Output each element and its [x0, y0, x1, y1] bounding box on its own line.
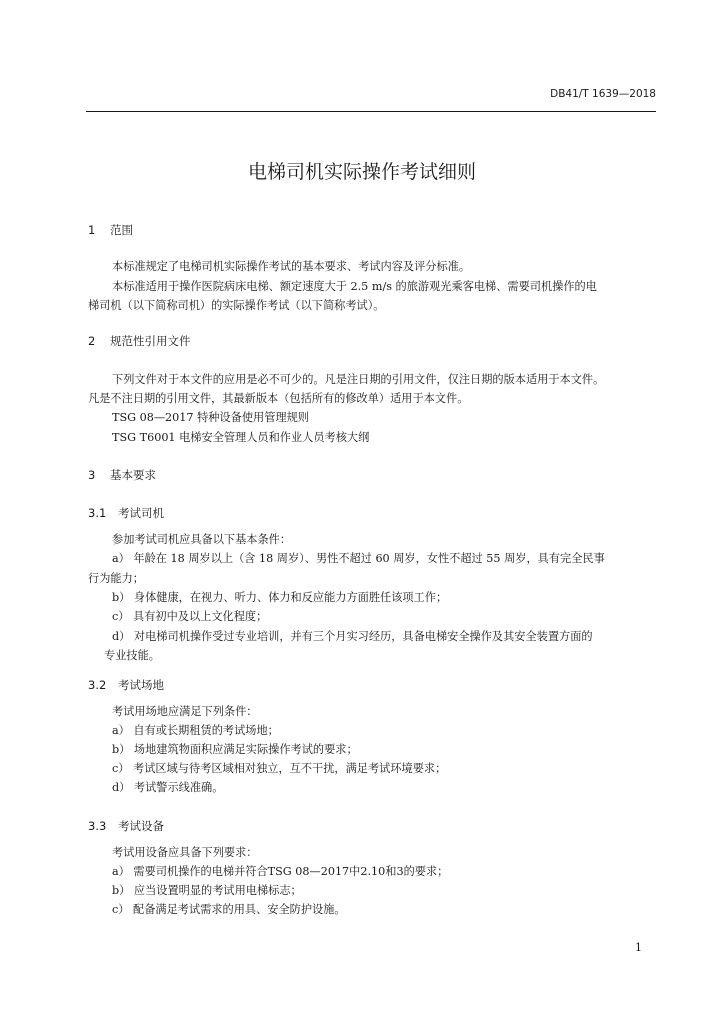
section-title: 规范性引用文件 [110, 334, 191, 348]
subsection-number: 3.3 [88, 819, 107, 833]
list-item: b） 场地建筑物面积应满足实际操作考试的要求； [112, 743, 358, 756]
list-item: b） 应当设置明显的考试用电梯标志； [112, 884, 302, 897]
paragraph: 考试用设备应具备下列要求： [112, 846, 258, 859]
paragraph-continued: 凡是不注日期的引用文件，其最新版本（包括所有的修改单）适用于本文件。 [88, 392, 469, 405]
list-item: c） 配备满足考试需求的用具、安全防护设施。 [112, 903, 346, 916]
subsection-title: 考试设备 [118, 819, 164, 833]
subsection-3-3-heading [88, 818, 164, 834]
subsection-number: 3.2 [88, 678, 107, 692]
paragraph: 参加考试司机应具备以下基本条件： [112, 533, 292, 546]
reference-item: TSG 08—2017 特种设备使用管理规则 [112, 411, 309, 424]
list-item: a） 自有或长期租赁的考试场地； [112, 724, 279, 737]
list-item: b） 身体健康，在视力、听力、体力和反应能力方面胜任该项工作； [112, 591, 448, 604]
subsection-title: 考试场地 [118, 678, 164, 692]
document-title: 电梯司机实际操作考试细则 [247, 161, 476, 183]
paragraph: 下列文件对于本文件的应用是必不可少的。凡是注日期的引用文件，仅注日期的版本适用于本文件。 [112, 373, 605, 386]
header-rule [86, 111, 656, 112]
paragraph-continued: 梯司机（以下简称司机）的实际操作考试（以下简称考试）。 [88, 299, 385, 312]
reference-item: TSG T6001 电梯安全管理人员和作业人员考核大纲 [112, 431, 370, 444]
subsection-title: 考试司机 [118, 506, 164, 520]
standard-number: DB41/T 1639—2018 [550, 88, 656, 100]
paragraph: 本标准规定了电梯司机实际操作考试的基本要求、考试内容及评分标准。 [112, 260, 471, 273]
section-title: 范围 [110, 223, 133, 237]
section-2-heading [88, 333, 191, 349]
list-item: a） 年龄在 18 周岁以上（含 18 周岁）、男性不超过 60 周岁，女性不超过 55 周岁，具有完全民事 [112, 552, 605, 565]
list-item: d） 考试警示线准确。 [112, 781, 224, 794]
subsection-3-2-heading [88, 677, 164, 693]
section-number: 3 [88, 468, 96, 482]
page-number: 1 [635, 941, 642, 954]
list-item: d） 对电梯司机操作受过专业培训，并有三个月实习经历，具备电梯安全操作及其安全装置方面的 [112, 630, 593, 643]
paragraph: 本标准适用于操作医院病床电梯、额定速度大于 2.5 m/s 的旅游观光乘客电梯、需要司机操作的电 [112, 280, 597, 293]
subsection-3-1-heading [88, 505, 164, 521]
paragraph: 考试用场地应满足下列条件： [112, 705, 258, 718]
section-1-heading [88, 222, 133, 238]
section-title: 基本要求 [110, 468, 156, 482]
section-3-heading [88, 467, 156, 483]
list-item: c） 考试区域与待考区域相对独立，互不干扰，满足考试环境要求； [112, 762, 447, 775]
list-item-continued: 行为能力； [88, 572, 144, 585]
list-item-continued: 专业技能。 [104, 649, 160, 662]
section-number: 2 [88, 334, 96, 348]
list-item: a） 需要司机操作的电梯并符合TSG 08—2017中2.10和3的要求； [112, 865, 449, 878]
subsection-number: 3.1 [88, 506, 107, 520]
section-number: 1 [88, 223, 96, 237]
list-item: c） 具有初中及以上文化程度； [112, 610, 268, 623]
